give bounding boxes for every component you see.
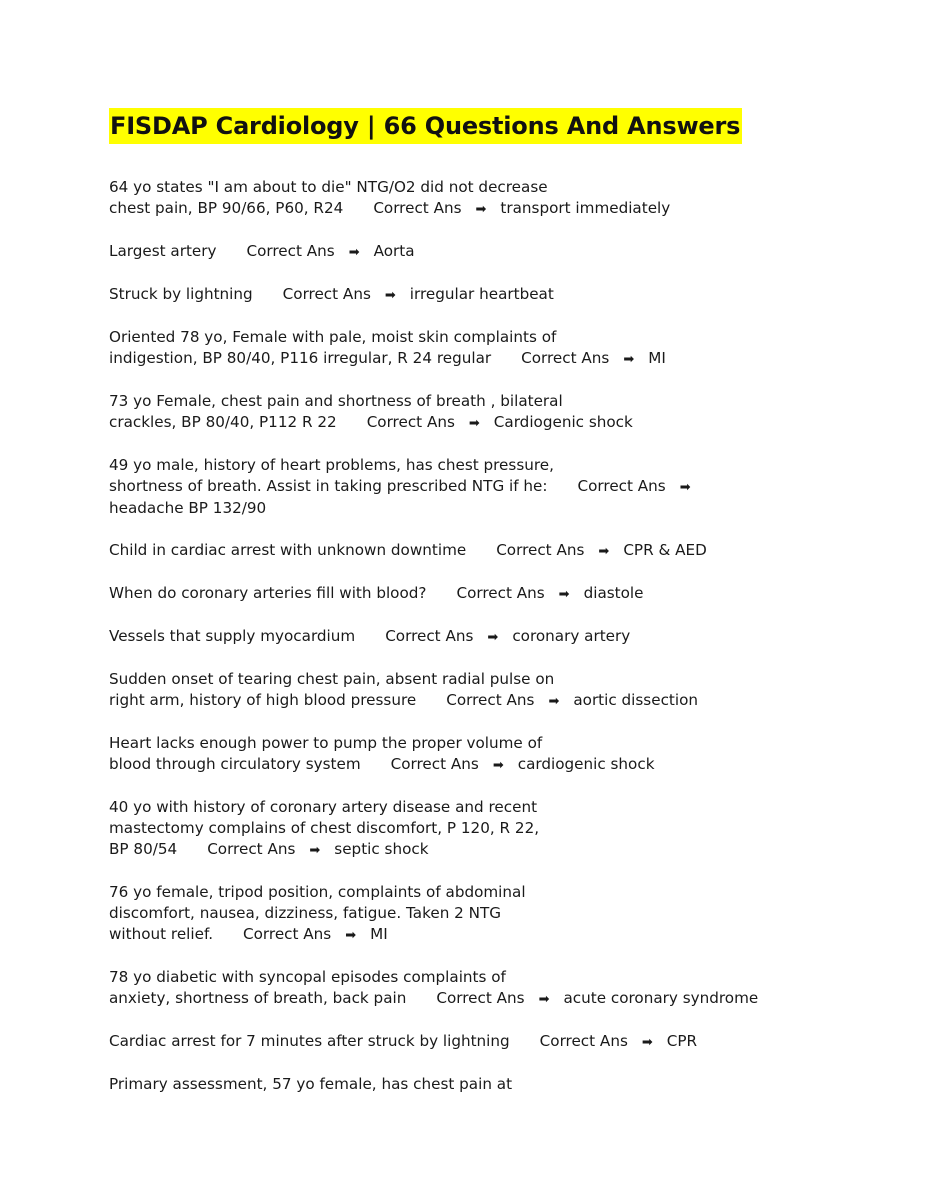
arrow-right-icon: ➡ xyxy=(492,758,504,773)
question-text: Vessels that supply myocardium xyxy=(109,627,356,645)
qa-item xyxy=(109,882,869,946)
question-text: 49 yo male, history of heart problems, has chest pressure, xyxy=(109,456,554,474)
arrow-right-icon: ➡ xyxy=(475,202,487,217)
arrow-right-icon: ➡ xyxy=(348,245,360,260)
qa-item xyxy=(109,797,869,861)
correct-ans-label: Correct Ans xyxy=(207,840,296,858)
correct-ans-label: Correct Ans xyxy=(436,989,525,1007)
correct-ans-label: Correct Ans xyxy=(456,584,545,602)
arrow-right-icon: ➡ xyxy=(641,1035,653,1050)
correct-ans-label: Correct Ans xyxy=(446,691,535,709)
answer-text: Cardiogenic shock xyxy=(493,413,633,431)
question-line xyxy=(109,839,869,861)
qa-item xyxy=(109,391,869,434)
question-line xyxy=(109,391,869,412)
qa-item xyxy=(109,540,869,562)
question-line xyxy=(109,455,869,476)
question-text: crackles, BP 80/40, P112 R 22 xyxy=(109,413,337,431)
answer-line xyxy=(109,498,869,519)
question-line xyxy=(109,1031,869,1053)
question-text: discomfort, nausea, dizziness, fatigue. Taken 2 NTG xyxy=(109,904,502,922)
question-line xyxy=(109,626,869,648)
arrow-right-icon: ➡ xyxy=(538,992,550,1007)
document-title: FISDAP Cardiology | 66 Questions And Answers xyxy=(109,108,742,144)
correct-ans-label: Correct Ans xyxy=(373,199,462,217)
qa-item xyxy=(109,626,869,648)
question-text: 78 yo diabetic with syncopal episodes complaints of xyxy=(109,968,506,986)
answer-text: septic shock xyxy=(334,840,429,858)
answer-text: cardiogenic shock xyxy=(517,755,655,773)
correct-ans-label: Correct Ans xyxy=(577,477,666,495)
question-line xyxy=(109,797,869,818)
qa-item xyxy=(109,583,869,605)
answer-text: irregular heartbeat xyxy=(409,285,554,303)
question-line xyxy=(109,241,869,263)
question-line xyxy=(109,754,869,776)
question-line xyxy=(109,476,869,498)
arrow-right-icon: ➡ xyxy=(679,480,691,495)
question-line xyxy=(109,412,869,434)
question-line xyxy=(109,903,869,924)
question-text: Sudden onset of tearing chest pain, absent radial pulse on xyxy=(109,670,555,688)
qa-item xyxy=(109,669,869,712)
question-line xyxy=(109,583,869,605)
question-line xyxy=(109,1074,869,1095)
question-line xyxy=(109,733,869,754)
answer-text: aortic dissection xyxy=(573,691,699,709)
question-text: 40 yo with history of coronary artery disease and recent xyxy=(109,798,538,816)
arrow-right-icon: ➡ xyxy=(558,587,570,602)
answer-text: CPR xyxy=(666,1032,698,1050)
question-text: chest pain, BP 90/66, P60, R24 xyxy=(109,199,344,217)
correct-ans-label: Correct Ans xyxy=(385,627,474,645)
question-line xyxy=(109,988,869,1010)
question-text: Oriented 78 yo, Female with pale, moist skin complaints of xyxy=(109,328,557,346)
qa-item xyxy=(109,327,869,370)
question-line xyxy=(109,327,869,348)
arrow-right-icon: ➡ xyxy=(487,630,499,645)
qa-item xyxy=(109,1074,869,1095)
correct-ans-label: Correct Ans xyxy=(496,541,585,559)
answer-text: transport immediately xyxy=(500,199,671,217)
question-line xyxy=(109,284,869,306)
question-line xyxy=(109,540,869,562)
answer-text: MI xyxy=(370,925,388,943)
question-text: 64 yo states "I am about to die" NTG/O2 did not decrease xyxy=(109,178,548,196)
question-text: mastectomy complains of chest discomfort, P 120, R 22, xyxy=(109,819,540,837)
answer-text: CPR & AED xyxy=(623,541,707,559)
correct-ans-label: Correct Ans xyxy=(243,925,332,943)
arrow-right-icon: ➡ xyxy=(598,544,610,559)
answer-text: headache BP 132/90 xyxy=(109,499,267,517)
question-line xyxy=(109,348,869,370)
correct-ans-label: Correct Ans xyxy=(521,349,610,367)
question-line xyxy=(109,690,869,712)
question-text: without relief. xyxy=(109,925,214,943)
qa-list xyxy=(109,177,869,1095)
arrow-right-icon: ➡ xyxy=(468,416,480,431)
arrow-right-icon: ➡ xyxy=(623,352,635,367)
question-line xyxy=(109,177,869,198)
question-text: Cardiac arrest for 7 minutes after struck by lightning xyxy=(109,1032,510,1050)
answer-text: coronary artery xyxy=(512,627,631,645)
answer-text: Aorta xyxy=(373,242,415,260)
qa-item xyxy=(109,455,869,519)
question-text: 73 yo Female, chest pain and shortness of breath , bilateral xyxy=(109,392,563,410)
document-page xyxy=(109,108,869,1116)
question-text: shortness of breath. Assist in taking prescribed NTG if he: xyxy=(109,477,548,495)
question-text: right arm, history of high blood pressure xyxy=(109,691,417,709)
question-text: Struck by lightning xyxy=(109,285,253,303)
question-line xyxy=(109,818,869,839)
correct-ans-label: Correct Ans xyxy=(366,413,455,431)
qa-item xyxy=(109,1031,869,1053)
question-text: indigestion, BP 80/40, P116 irregular, R 24 regular xyxy=(109,349,492,367)
answer-text: acute coronary syndrome xyxy=(563,989,759,1007)
arrow-right-icon: ➡ xyxy=(548,694,560,709)
question-text: Largest artery xyxy=(109,242,217,260)
qa-item xyxy=(109,241,869,263)
qa-item xyxy=(109,177,869,220)
qa-item xyxy=(109,284,869,306)
question-line xyxy=(109,924,869,946)
qa-item xyxy=(109,967,869,1010)
question-text: Heart lacks enough power to pump the proper volume of xyxy=(109,734,543,752)
arrow-right-icon: ➡ xyxy=(309,843,321,858)
arrow-right-icon: ➡ xyxy=(345,928,357,943)
answer-text: diastole xyxy=(583,584,644,602)
question-line xyxy=(109,967,869,988)
arrow-right-icon: ➡ xyxy=(384,288,396,303)
question-text: Child in cardiac arrest with unknown downtime xyxy=(109,541,467,559)
question-text: When do coronary arteries fill with blood? xyxy=(109,584,427,602)
question-text: 76 yo female, tripod position, complaints of abdominal xyxy=(109,883,526,901)
question-text: BP 80/54 xyxy=(109,840,178,858)
answer-text: MI xyxy=(648,349,666,367)
correct-ans-label: Correct Ans xyxy=(539,1032,628,1050)
question-text: Primary assessment, 57 yo female, has chest pain at xyxy=(109,1075,513,1093)
question-text: anxiety, shortness of breath, back pain xyxy=(109,989,407,1007)
question-line xyxy=(109,198,869,220)
correct-ans-label: Correct Ans xyxy=(246,242,335,260)
question-text: blood through circulatory system xyxy=(109,755,361,773)
question-line xyxy=(109,882,869,903)
correct-ans-label: Correct Ans xyxy=(390,755,479,773)
correct-ans-label: Correct Ans xyxy=(282,285,371,303)
qa-item xyxy=(109,733,869,776)
question-line xyxy=(109,669,869,690)
